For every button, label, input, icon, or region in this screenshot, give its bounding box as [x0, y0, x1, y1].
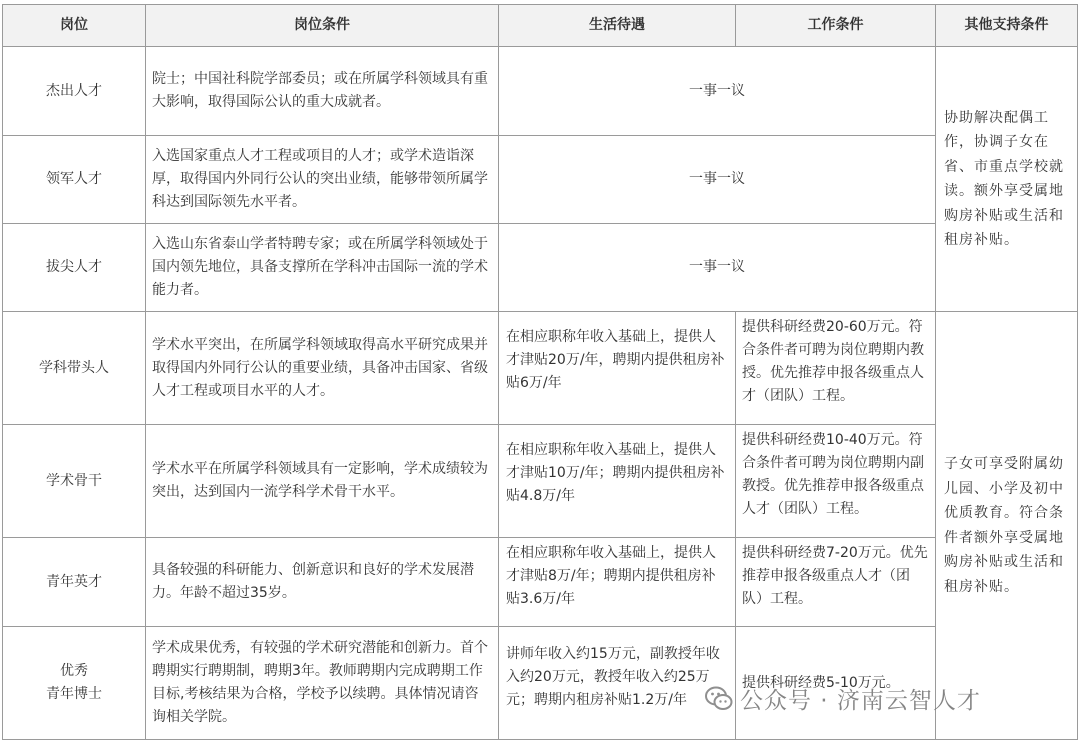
table-row — [3, 538, 1078, 627]
position-cell: 杰出人才 — [3, 47, 146, 136]
benefits-cell: 一事一议 — [499, 47, 936, 136]
position-cell: 领军人才 — [3, 136, 146, 224]
table-row — [3, 224, 1078, 312]
living-cell: 在相应职称年收入基础上，提供人才津贴10万/年；聘期内提供租房补贴4.8万/年 — [499, 425, 736, 538]
wechat-icon — [704, 684, 734, 714]
table-row — [3, 425, 1078, 538]
working-cell: 提供科研经费10-40万元。符合条件者可聘为岗位聘期内副教授。优先推荐申报各级重点人才（团队）工程。 — [736, 425, 936, 538]
header-other: 其他支持条件 — [936, 5, 1078, 47]
other-support-cell: 子女可享受附属幼儿园、小学及初中优质教育。符合条件者额外享受属地购房补贴或生活和租房补贴。 — [936, 312, 1078, 740]
working-cell: 提供科研经费20-60万元。符合条件者可聘为岗位聘期内教授。优先推荐申报各级重点人才（团队）工程。 — [736, 312, 936, 425]
position-line: 青年博士 — [46, 686, 102, 702]
header-living: 生活待遇 — [499, 5, 736, 47]
position-cell: 青年英才 — [3, 538, 146, 627]
table-row — [3, 136, 1078, 224]
living-cell: 在相应职称年收入基础上，提供人才津贴8万/年；聘期内提供租房补贴3.6万/年 — [499, 538, 736, 627]
conditions-cell: 学术成果优秀，有较强的学术研究潜能和创新力。首个聘期实行聘期制，聘期3年。教师聘期内完成聘期工作目标,考核结果为合格，学校予以续聘。具体情况请咨询相关学院。 — [146, 627, 499, 740]
header-working: 工作条件 — [736, 5, 936, 47]
living-cell: 讲师年收入约15万元，副教授年收入约20万元，教授年收入约25万元；聘期内租房补贴1.2万/年 — [499, 627, 736, 740]
conditions-cell: 学术水平突出，在所属学科领域取得高水平研究成果并取得国内外同行公认的重要业绩，具备冲击国家、省级人才工程或项目水平的人才。 — [146, 312, 499, 425]
header-row — [3, 5, 1078, 47]
header-conditions: 岗位条件 — [146, 5, 499, 47]
position-cell: 拔尖人才 — [3, 224, 146, 312]
living-cell: 在相应职称年收入基础上，提供人才津贴20万/年，聘期内提供租房补贴6万/年 — [499, 312, 736, 425]
working-cell: 提供科研经费5-10万元。 — [736, 627, 936, 740]
position-cell: 学术骨干 — [3, 425, 146, 538]
table-row — [3, 312, 1078, 425]
header-position: 岗位 — [3, 5, 146, 47]
conditions-cell: 院士；中国社科院学部委员；或在所属学科领域具有重大影响，取得国际公认的重大成就者。 — [146, 47, 499, 136]
working-cell: 提供科研经费7-20万元。优先推荐申报各级重点人才（团队）工程。 — [736, 538, 936, 627]
conditions-cell: 入选山东省泰山学者特聘专家；或在所属学科领域处于国内领先地位，具备支撑所在学科冲击国际一流的学术能力者。 — [146, 224, 499, 312]
watermark — [704, 682, 981, 715]
conditions-cell: 具备较强的科研能力、创新意识和良好的学术发展潜力。年龄不超过35岁。 — [146, 538, 499, 627]
conditions-cell: 入选国家重点人才工程或项目的人才；或学术造诣深厚，取得国内外同行公认的突出业绩，能够带领所属学科达到国际领先水平者。 — [146, 136, 499, 224]
watermark-text: 公众号 · 济南云智人才 — [740, 688, 981, 714]
position-line: 优秀 — [60, 663, 88, 679]
other-support-cell: 协助解决配偶工作，协调子女在省、市重点学校就读。额外享受属地购房补贴或生活和租房补贴。 — [936, 47, 1078, 312]
benefits-cell: 一事一议 — [499, 224, 936, 312]
talent-policy-table — [2, 4, 1078, 740]
position-cell — [3, 627, 146, 740]
conditions-cell: 学术水平在所属学科领域具有一定影响，学术成绩较为突出，达到国内一流学科学术骨干水平。 — [146, 425, 499, 538]
table-row — [3, 47, 1078, 136]
benefits-cell: 一事一议 — [499, 136, 936, 224]
position-cell: 学科带头人 — [3, 312, 146, 425]
